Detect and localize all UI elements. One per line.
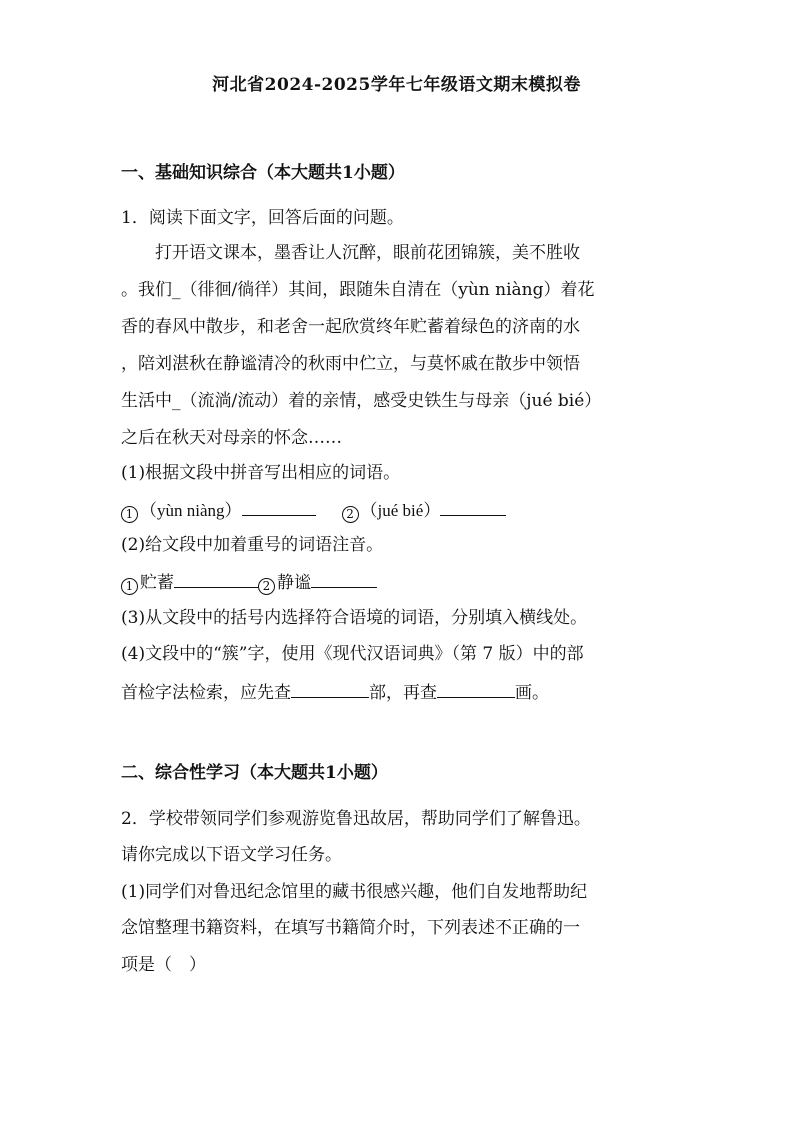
circled-number-1: 1 — [121, 506, 138, 523]
passage-line-3: 香的春风中散步，和老舍一起欣赏终年贮蓄着绿色的济南的水 — [121, 317, 580, 337]
answer-blank-radical[interactable] — [291, 679, 369, 698]
word-jingmi: 静谧 — [277, 573, 311, 593]
passage-line-1: 打开语文课本，墨香让人沉醉，眼前花团锦簇，美不胜收 — [155, 243, 580, 263]
page-title: 河北省2024-2025学年七年级语文期末模拟卷 — [212, 75, 581, 95]
sub-question-1-answers — [121, 497, 681, 523]
sub-question-4-line-1: (4)文段中的“簇”字，使用《现代汉语词典》（第 7 版）中的部 — [121, 644, 584, 664]
sub-question-4-text-c: 画。 — [515, 683, 549, 703]
answer-blank-jingmi[interactable] — [311, 569, 377, 588]
question-2-sub-1-line-2: 念馆整理书籍资料，在填写书籍简介时，下列表述不正确的一 — [121, 918, 580, 938]
passage-line-2: 。我们_（徘徊/徜徉）其间，跟随朱自清在（yùn niàng）着花 — [121, 280, 595, 300]
answer-blank-yun-niang[interactable] — [242, 497, 316, 516]
sub-question-4-line-2 — [121, 679, 681, 705]
sub-question-2-answers — [121, 569, 681, 595]
answer-blank-zhuxu[interactable] — [174, 569, 258, 588]
question-2-sub-1-line-1: (1)同学们对鲁迅纪念馆里的藏书很感兴趣，他们自发地帮助纪 — [121, 882, 588, 902]
circled-number-1: 1 — [121, 578, 138, 595]
pinyin-jue-bie: （jué bié） — [360, 501, 441, 520]
word-zhuxu: 贮蓄 — [140, 573, 174, 593]
sub-question-4-text-b: 部，再查 — [369, 683, 437, 703]
section-1-heading: 一、基础知识综合（本大题共1小题） — [121, 163, 405, 183]
sub-question-2: (2)给文段中加着重号的词语注音。 — [121, 535, 384, 555]
sub-question-3: (3)从文段中的括号内选择符合语境的词语，分别填入横线处。 — [121, 608, 588, 628]
sub-question-1: (1)根据文段中拼音写出相应的词语。 — [121, 463, 401, 483]
passage-line-4: ，陪刘湛秋在静谧清冷的秋雨中伫立，与莫怀戚在散步中领悟 — [121, 354, 580, 374]
answer-blank-strokes[interactable] — [437, 679, 515, 698]
sub-question-4-text-a: 首检字法检索，应先查 — [121, 683, 291, 703]
question-2-sub-1-line-3: 项是（ ） — [121, 955, 206, 975]
question-2-line-2: 请你完成以下语文学习任务。 — [121, 845, 342, 865]
passage-line-6: 之后在秋天对母亲的怀念…… — [121, 428, 342, 448]
answer-blank-jue-bie[interactable] — [440, 497, 506, 516]
passage-line-5: 生活中_（流淌/流动）着的亲情，感受史铁生与母亲（jué bié） — [121, 391, 602, 411]
pinyin-yun-niang: （yùn niàng） — [140, 501, 242, 520]
question-2-line-1: 2．学校带领同学们参观游览鲁迅故居，帮助同学们了解鲁迅。 — [121, 809, 591, 829]
circled-number-2: 2 — [258, 578, 275, 595]
circled-number-2: 2 — [342, 506, 359, 523]
question-1-intro: 1．阅读下面文字，回答后面的问题。 — [121, 208, 404, 228]
section-2-heading: 二、综合性学习（本大题共1小题） — [121, 763, 388, 783]
